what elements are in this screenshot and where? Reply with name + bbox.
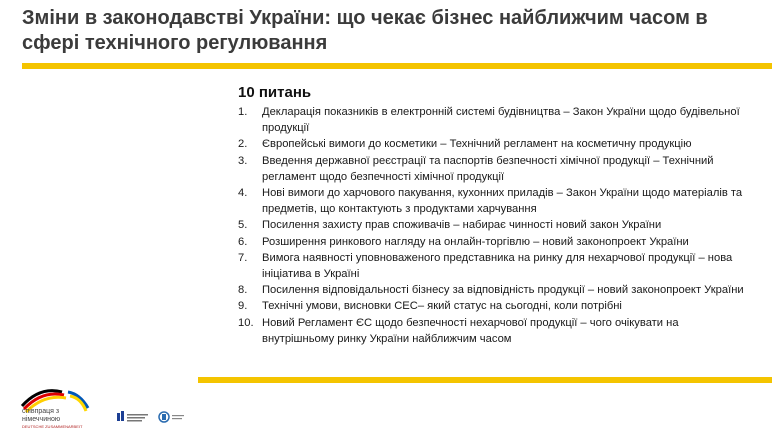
item-text: Посилення відповідальності бізнесу за відповідність продукції – новий законопроект України (262, 284, 744, 297)
slide-title: Зміни в законодавстві України: що чекає бізнес найближчим часом в сфері технічного регулювання (22, 7, 708, 54)
list-item (238, 217, 753, 233)
logo-line-2: німеччиною (22, 416, 61, 423)
item-number: 10. (238, 316, 254, 329)
item-text: Нові вимоги до харчового пакування, кухонних приладів – Закон України щодо матеріалів та предметів, що контактують з продуктами харчування (262, 187, 743, 216)
item-text: Розширення ринкового нагляду на онлайн-торгівлю – новий законопроект України (262, 235, 689, 248)
item-number: 2. (238, 138, 248, 151)
logo-caption (22, 408, 102, 429)
list-item (238, 315, 753, 347)
item-text: Новий Регламент ЄС щодо безпечності нехарчової продукції – чого очікувати на внутрішньому ринку України найближчим часом (262, 316, 679, 345)
partner-logo-icon (158, 410, 186, 424)
list-item (238, 136, 753, 152)
item-number: 1. (238, 106, 248, 118)
item-text: Європейські вимоги до косметики – Технічний регламент на косметичну продукцію (262, 138, 692, 151)
list-item (238, 282, 753, 298)
list-item (238, 185, 753, 217)
item-number: 8. (238, 284, 248, 297)
list-item (238, 153, 753, 185)
item-text: Технічні умови, висновки СЕС– який статус на сьогодні, коли потрібні (262, 300, 622, 313)
item-number: 9. (238, 300, 248, 313)
item-number: 6. (238, 235, 248, 248)
item-number: 4. (238, 187, 248, 200)
list-item (238, 104, 753, 136)
item-text: Посилення захисту прав споживачів – набирає чинності новий закон України (262, 219, 662, 232)
title-underline-bar (22, 63, 772, 69)
partner-logo-icon (116, 410, 150, 424)
item-number: 7. (238, 251, 248, 264)
list-item (238, 250, 753, 282)
item-number: 3. (238, 154, 248, 167)
item-text: Вимога наявності уповноваженого представника на ринку для нехарчової продукції – нова ініціатива в Україні (262, 251, 733, 281)
issues-list (238, 104, 753, 347)
logo-line-1: співпраця з (22, 408, 60, 415)
item-number: 5. (238, 219, 248, 232)
item-text: Декларація показників в електронній системі будівництва – Закон України щодо будівельної продукції (262, 106, 740, 135)
section-heading: 10 питань (238, 84, 312, 101)
logo-subline: DEUTSCHE ZUSAMMENARBEIT (22, 424, 83, 429)
list-item (238, 234, 753, 250)
footer-accent-bar (198, 377, 772, 383)
item-text: Введення державної реєстрації та паспортів безпечності хімічної продукції – Технічний регламент щодо безпечності хімічної продукції (262, 154, 714, 183)
list-item (238, 298, 753, 314)
